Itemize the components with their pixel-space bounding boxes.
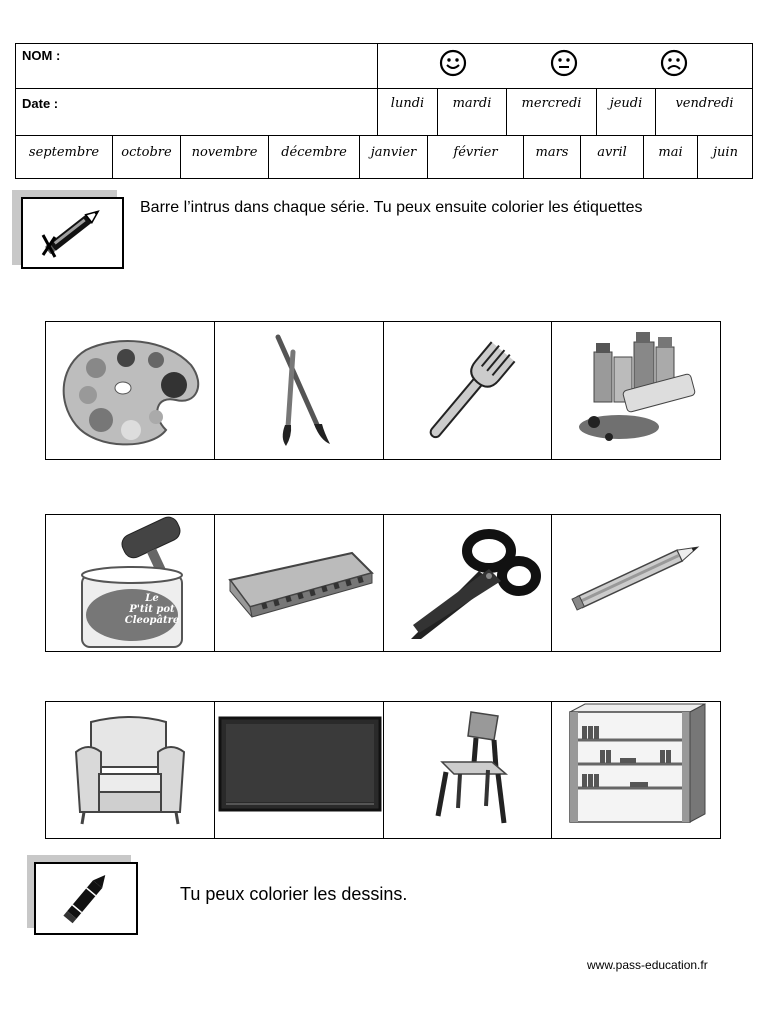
glue-pot-label: Le P'tit pot Cleopâtre: [124, 593, 180, 626]
month-fevrier[interactable]: février: [453, 145, 498, 160]
month-novembre[interactable]: novembre: [191, 145, 258, 160]
instruction2-text: Tu peux colorier les dessins.: [180, 884, 408, 904]
pencil-cross-icon: [23, 199, 122, 267]
scissors-icon[interactable]: [401, 521, 541, 646]
series-row-1: [45, 321, 721, 460]
month-mars[interactable]: mars: [535, 145, 569, 160]
month-decembre[interactable]: décembre: [281, 145, 347, 160]
smiley-neutral-icon[interactable]: [549, 48, 579, 78]
month-avril[interactable]: avril: [597, 145, 627, 160]
paintbrushes-icon[interactable]: [258, 332, 348, 450]
day-mercredi[interactable]: mercredi: [521, 96, 582, 111]
month-mai[interactable]: mai: [658, 145, 683, 160]
month-juin[interactable]: juin: [713, 145, 738, 160]
smiley-sad-icon[interactable]: [659, 48, 689, 78]
armchair-icon[interactable]: [66, 712, 196, 832]
date-label: Date :: [22, 96, 59, 111]
bookshelf-icon[interactable]: [560, 702, 710, 827]
month-janvier[interactable]: janvier: [370, 145, 417, 160]
name-row: [15, 43, 753, 89]
footer-url[interactable]: www.pass-education.fr: [587, 958, 708, 972]
paint-tubes-icon[interactable]: [564, 327, 714, 452]
glue-pot-icon[interactable]: [74, 515, 194, 651]
pencil-icon[interactable]: [566, 535, 711, 615]
fork-icon[interactable]: [416, 330, 526, 450]
blackboard-icon[interactable]: [218, 716, 382, 812]
crayon-icon: [36, 864, 136, 933]
instruction1-text: Barre l’intrus dans chaque série. Tu peux ensuite colorier les étiquettes: [140, 199, 643, 216]
series-row-3: [45, 701, 721, 839]
harmonica-icon[interactable]: [222, 545, 377, 625]
instruction2-icon-frame: [34, 862, 138, 935]
day-vendredi[interactable]: vendredi: [675, 96, 734, 111]
series-row-2: [45, 514, 721, 652]
chair-icon[interactable]: [426, 708, 526, 833]
day-lundi[interactable]: lundi: [390, 96, 425, 111]
smiley-happy-icon[interactable]: [438, 48, 468, 78]
day-jeudi[interactable]: jeudi: [609, 96, 643, 111]
nom-label: NOM :: [22, 48, 61, 63]
month-septembre[interactable]: septembre: [28, 145, 100, 160]
month-octobre[interactable]: octobre: [121, 145, 172, 160]
day-mardi[interactable]: mardi: [452, 96, 492, 111]
palette-icon[interactable]: [56, 330, 206, 450]
instruction1-icon-frame: [21, 197, 124, 269]
